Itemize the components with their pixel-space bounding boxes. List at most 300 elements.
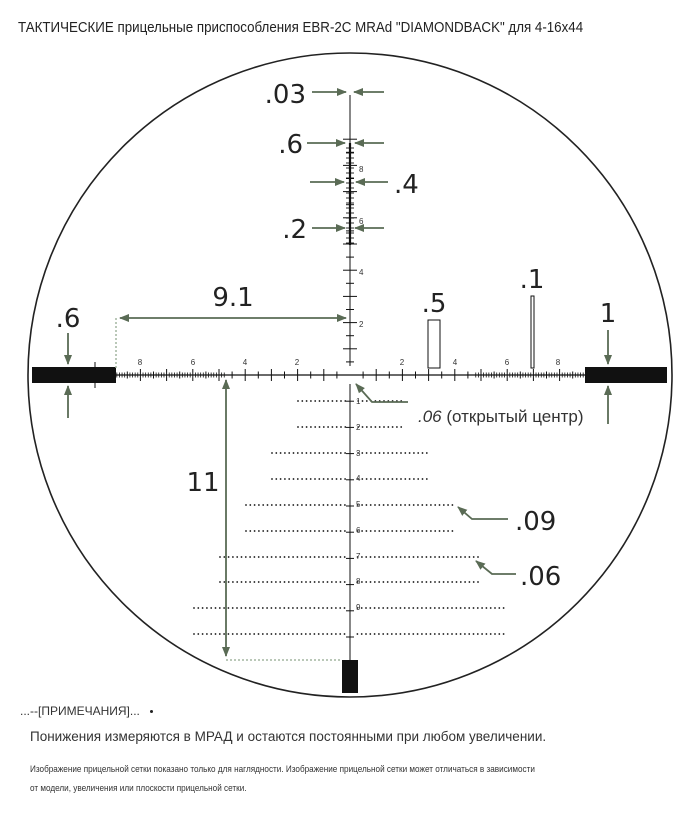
holdover-dot [464, 633, 466, 635]
holdover-dot [469, 581, 471, 583]
holdover-dot [340, 556, 342, 558]
holdover-dot [430, 633, 432, 635]
holdover-dot [288, 504, 290, 506]
notes-header [20, 704, 153, 718]
holdover-dot [400, 607, 402, 609]
holdover-dot [266, 556, 268, 558]
holdover-dot [215, 633, 217, 635]
holdover-dot [292, 607, 294, 609]
holdover-dot [279, 581, 281, 583]
holdover-dot [254, 530, 256, 532]
holdover-dot [245, 530, 247, 532]
holdover-dot [339, 607, 341, 609]
holdover-dot [297, 478, 299, 480]
label-left-post: .6 [55, 304, 81, 334]
holdover-dot [391, 530, 393, 532]
label-center-prefix: .06 [418, 407, 442, 426]
holdover-dot [275, 581, 277, 583]
holdover-dot [271, 530, 273, 532]
holdover-dot [284, 452, 286, 454]
holdover-dot [331, 478, 333, 480]
holdover-dot [374, 478, 376, 480]
holdover-dot [451, 633, 453, 635]
holdover-dot [438, 581, 440, 583]
holdover-dot [223, 556, 225, 558]
holdover-dot [314, 478, 316, 480]
holdover-dot [283, 607, 285, 609]
notes-header-text: ...--[ПРИМЕЧАНИЯ]... [20, 704, 140, 718]
holdover-dot [340, 478, 342, 480]
holdover-dot [369, 607, 371, 609]
holdover-dot [417, 607, 419, 609]
holdover-dot [275, 452, 277, 454]
h-tick-left-4: 4 [242, 358, 248, 367]
holdover-dot [193, 633, 195, 635]
holdover-dot [434, 607, 436, 609]
holdover-dot [344, 452, 346, 454]
holdover-dot [335, 633, 337, 635]
holdover-dot [280, 504, 282, 506]
holdover-dot [310, 504, 312, 506]
holdover-dot [417, 504, 419, 506]
holdover-dot [344, 400, 346, 402]
holdover-dot [503, 633, 505, 635]
holdover-dot [314, 452, 316, 454]
holdover-dot [297, 400, 299, 402]
holdover-dot [434, 556, 436, 558]
holdover-dot [370, 581, 372, 583]
holdover-dot [262, 504, 264, 506]
holdover-dot [391, 556, 393, 558]
holdover-dot [451, 607, 453, 609]
holdover-dot [455, 633, 457, 635]
holdover-dot [490, 633, 492, 635]
holdover-dot [232, 607, 234, 609]
holdover-dot [258, 556, 260, 558]
holdover-dot [383, 452, 385, 454]
holdover-dot [374, 633, 376, 635]
label-rect-narrow: .1 [519, 265, 545, 295]
holdover-dot [439, 504, 441, 506]
holdover-dot [258, 530, 260, 532]
holdover-dot [249, 607, 251, 609]
holdover-dot [391, 607, 393, 609]
holdover-dot [323, 426, 325, 428]
holdover-dot [275, 530, 277, 532]
holdover-dot [288, 581, 290, 583]
holdover-dot [301, 400, 303, 402]
holdover-dot [473, 607, 475, 609]
holdover-dot [288, 478, 290, 480]
label-vert-thick: .6 [278, 130, 303, 160]
holdover-dot [417, 452, 419, 454]
holdover-dot [319, 400, 321, 402]
holdover-dot [314, 530, 316, 532]
holdover-dot [245, 607, 247, 609]
holdover-dot [396, 530, 398, 532]
holdover-dot [344, 556, 346, 558]
holdover-dot [275, 633, 277, 635]
holdover-dot [258, 607, 260, 609]
holdover-dot [447, 581, 449, 583]
holdover-dot [284, 581, 286, 583]
holdover-dot [228, 556, 230, 558]
holdover-dot [292, 581, 294, 583]
holdover-dot [253, 607, 255, 609]
label-center-note [418, 407, 584, 426]
holdover-dot [310, 530, 312, 532]
bullet-dot-icon [150, 710, 153, 713]
holdover-dot [271, 504, 273, 506]
holdover-dot [336, 452, 338, 454]
label-drop-span: 11 [186, 468, 220, 498]
holdover-dot [404, 556, 406, 558]
holdover-dot [249, 504, 251, 506]
holdover-dot [254, 556, 256, 558]
holdover-dot [193, 607, 195, 609]
holdover-dot [271, 478, 273, 480]
holdover-dot [443, 556, 445, 558]
holdover-dot [387, 581, 389, 583]
holdover-dot [434, 504, 436, 506]
holdover-dot [409, 478, 411, 480]
holdover-dot [305, 556, 307, 558]
holdover-dot [460, 581, 462, 583]
holdover-dot [477, 633, 479, 635]
holdover-dot [301, 530, 303, 532]
holdover-dot [249, 530, 251, 532]
holdover-dot [283, 633, 285, 635]
holdover-dot [409, 530, 411, 532]
holdover-dot [426, 556, 428, 558]
holdover-dot [374, 504, 376, 506]
holdover-dot [340, 400, 342, 402]
holdover-dot [362, 426, 364, 428]
holdover-dot [318, 556, 320, 558]
holdover-dot [322, 581, 324, 583]
holdover-dot [228, 607, 230, 609]
holdover-dot [310, 426, 312, 428]
holdover-dot [361, 581, 363, 583]
wide-rect-marker [428, 320, 440, 368]
holdover-dot [439, 530, 441, 532]
holdover-dot [426, 504, 428, 506]
holdover-dot [318, 581, 320, 583]
holdover-dot [370, 556, 372, 558]
holdover-dot [430, 556, 432, 558]
holdover-dot [447, 633, 449, 635]
holdover-dot [228, 633, 230, 635]
holdover-dot [275, 504, 277, 506]
holdover-dot [331, 504, 333, 506]
holdover-dot [498, 607, 500, 609]
holdover-dot [361, 633, 363, 635]
holdover-dot [430, 504, 432, 506]
holdover-dot [366, 452, 368, 454]
holdover-dot [331, 556, 333, 558]
holdover-dot [468, 607, 470, 609]
holdover-dot [332, 426, 334, 428]
holdover-dot [344, 530, 346, 532]
holdover-dot [366, 504, 368, 506]
holdover-dot [297, 504, 299, 506]
holdover-dot [413, 530, 415, 532]
holdover-dot [336, 478, 338, 480]
holdover-dot [370, 504, 372, 506]
holdover-dot [314, 504, 316, 506]
holdover-dot [340, 452, 342, 454]
holdover-dot [301, 556, 303, 558]
holdover-dot [340, 530, 342, 532]
holdover-dot [210, 633, 212, 635]
holdover-dot [395, 581, 397, 583]
holdover-dot [374, 452, 376, 454]
holdover-dot [271, 581, 273, 583]
holdover-dot [443, 607, 445, 609]
holdover-dot [391, 581, 393, 583]
holdover-dot [438, 556, 440, 558]
holdover-dot [245, 504, 247, 506]
holdover-dot [434, 581, 436, 583]
holdover-dot [387, 504, 389, 506]
holdover-dot [236, 581, 238, 583]
holdover-dot [232, 556, 234, 558]
holdover-dot [258, 633, 260, 635]
holdover-dot [477, 581, 479, 583]
holdover-dot [396, 452, 398, 454]
holdover-dot [327, 504, 329, 506]
holdover-dot [219, 607, 221, 609]
holdover-dot [494, 633, 496, 635]
holdover-dot [326, 633, 328, 635]
holdover-dot [288, 452, 290, 454]
holdover-dot [477, 556, 479, 558]
label-top-width: .03 [264, 80, 306, 110]
holdover-dot [288, 556, 290, 558]
holdover-dot [306, 452, 308, 454]
holdover-dot [365, 556, 367, 558]
holdover-dot [456, 581, 458, 583]
holdover-dot [443, 633, 445, 635]
holdover-dot [412, 633, 414, 635]
holdover-dot [417, 530, 419, 532]
holdover-dot [301, 581, 303, 583]
holdover-dot [425, 607, 427, 609]
holdover-dot [284, 504, 286, 506]
holdover-dot [387, 633, 389, 635]
holdover-dot [314, 633, 316, 635]
holdover-dot [309, 607, 311, 609]
holdover-dot [323, 530, 325, 532]
holdover-dot [361, 452, 363, 454]
holdover-dot [262, 581, 264, 583]
holdover-dot [271, 607, 273, 609]
holdover-dot [361, 478, 363, 480]
holdover-dot [223, 581, 225, 583]
holdover-dot [361, 607, 363, 609]
holdover-dot [253, 633, 255, 635]
holdover-dot [344, 478, 346, 480]
holdover-dot [297, 426, 299, 428]
holdover-dot [391, 504, 393, 506]
holdover-dot [236, 607, 238, 609]
holdover-dot [404, 478, 406, 480]
holdover-dot [413, 581, 415, 583]
holdover-dot [400, 556, 402, 558]
holdover-dot [456, 556, 458, 558]
holdover-dot [232, 581, 234, 583]
h-tick-right-8: 8 [555, 358, 561, 367]
holdover-dot [340, 426, 342, 428]
holdover-dot [421, 607, 423, 609]
holdover-dot [202, 607, 204, 609]
holdover-dot [245, 633, 247, 635]
drop-tick-9: 9 [356, 603, 361, 612]
holdover-dot [379, 426, 381, 428]
holdover-dot [305, 607, 307, 609]
holdover-dot [382, 607, 384, 609]
holdover-dot [387, 452, 389, 454]
holdover-dot [284, 478, 286, 480]
label-vert-mid: .4 [394, 170, 419, 200]
holdover-dot [305, 530, 307, 532]
holdover-dot [395, 607, 397, 609]
holdover-dot [370, 530, 372, 532]
holdover-dot [249, 633, 251, 635]
holdover-dot [292, 556, 294, 558]
v-tick-2: 2 [359, 320, 364, 329]
holdover-dot [378, 581, 380, 583]
holdover-dot [417, 581, 419, 583]
center-note-arrow [356, 384, 408, 402]
holdover-dot [280, 530, 282, 532]
holdover-dot [455, 607, 457, 609]
holdover-dot [473, 556, 475, 558]
dot-spacing-b-arrow [476, 561, 516, 574]
holdover-dot [344, 607, 346, 609]
label-rect-wide: .5 [421, 289, 447, 319]
holdover-dot [215, 607, 217, 609]
holdover-dot [430, 581, 432, 583]
holdover-dot [266, 607, 268, 609]
holdover-dot [335, 556, 337, 558]
holdover-dot [327, 581, 329, 583]
holdover-dot [395, 633, 397, 635]
dot-spacing-a-arrow [458, 507, 508, 519]
holdover-dot [400, 633, 402, 635]
holdover-dot [374, 556, 376, 558]
h-tick-left-8: 8 [137, 358, 143, 367]
holdover-dot [421, 556, 423, 558]
holdover-dot [383, 504, 385, 506]
holdover-dot [447, 504, 449, 506]
holdover-dot [301, 607, 303, 609]
drop-tick-3: 3 [356, 449, 361, 458]
holdover-dot [426, 530, 428, 532]
holdover-dot [266, 581, 268, 583]
holdover-dot [408, 556, 410, 558]
holdover-dot [305, 633, 307, 635]
holdover-dot [387, 478, 389, 480]
holdover-dot [258, 581, 260, 583]
holdover-dot [452, 504, 454, 506]
holdover-dot [336, 400, 338, 402]
holdover-dot [288, 530, 290, 532]
drop-tick-5: 5 [356, 500, 361, 509]
holdover-dot [370, 478, 372, 480]
holdover-dot [327, 478, 329, 480]
holdover-dot [331, 581, 333, 583]
drop-tick-7: 7 [356, 552, 361, 561]
holdover-dot [421, 633, 423, 635]
holdover-dot [280, 452, 282, 454]
holdover-dot [396, 504, 398, 506]
holdover-dot [254, 581, 256, 583]
holdover-dot [266, 633, 268, 635]
holdover-dot [292, 633, 294, 635]
holdover-dot [236, 556, 238, 558]
holdover-dot [392, 426, 394, 428]
holdover-dot [284, 556, 286, 558]
holdover-dot [413, 504, 415, 506]
holdover-dot [374, 607, 376, 609]
holdover-dot [271, 556, 273, 558]
holdover-dot [468, 633, 470, 635]
holdover-dot [490, 607, 492, 609]
holdover-dot [241, 556, 243, 558]
drop-tick-1: 1 [356, 397, 361, 406]
h-tick-left-2: 2 [294, 358, 300, 367]
holdover-dot [271, 452, 273, 454]
holdover-dot [404, 633, 406, 635]
holdover-dot [344, 633, 346, 635]
holdover-dot [443, 530, 445, 532]
drop-tick-6: 6 [356, 526, 361, 535]
holdover-dot [365, 581, 367, 583]
holdover-dot [422, 452, 424, 454]
holdover-dot [271, 633, 273, 635]
holdover-dot [305, 504, 307, 506]
holdover-dot [464, 581, 466, 583]
holdover-dot [452, 530, 454, 532]
holdover-dot [228, 581, 230, 583]
holdover-dot [404, 452, 406, 454]
holdover-dot [383, 530, 385, 532]
holdover-dot [460, 607, 462, 609]
holdover-dot [434, 530, 436, 532]
holdover-dot [314, 556, 316, 558]
holdover-dot [422, 478, 424, 480]
holdover-dot [202, 633, 204, 635]
holdover-dot [365, 633, 367, 635]
holdover-dot [473, 633, 475, 635]
holdover-dot [357, 633, 359, 635]
holdover-dot [417, 556, 419, 558]
holdover-dot [413, 452, 415, 454]
holdover-dot [306, 400, 308, 402]
holdover-dot [258, 504, 260, 506]
holdover-dot [275, 478, 277, 480]
holdover-dot [486, 633, 488, 635]
label-dot-spacing-a: .09 [515, 507, 557, 537]
right-post [585, 367, 667, 383]
holdover-dot [210, 607, 212, 609]
drop-tick-2: 2 [356, 423, 361, 432]
holdover-dot [262, 530, 264, 532]
left-post [32, 367, 116, 383]
holdover-dot [332, 400, 334, 402]
holdover-dot [379, 478, 381, 480]
